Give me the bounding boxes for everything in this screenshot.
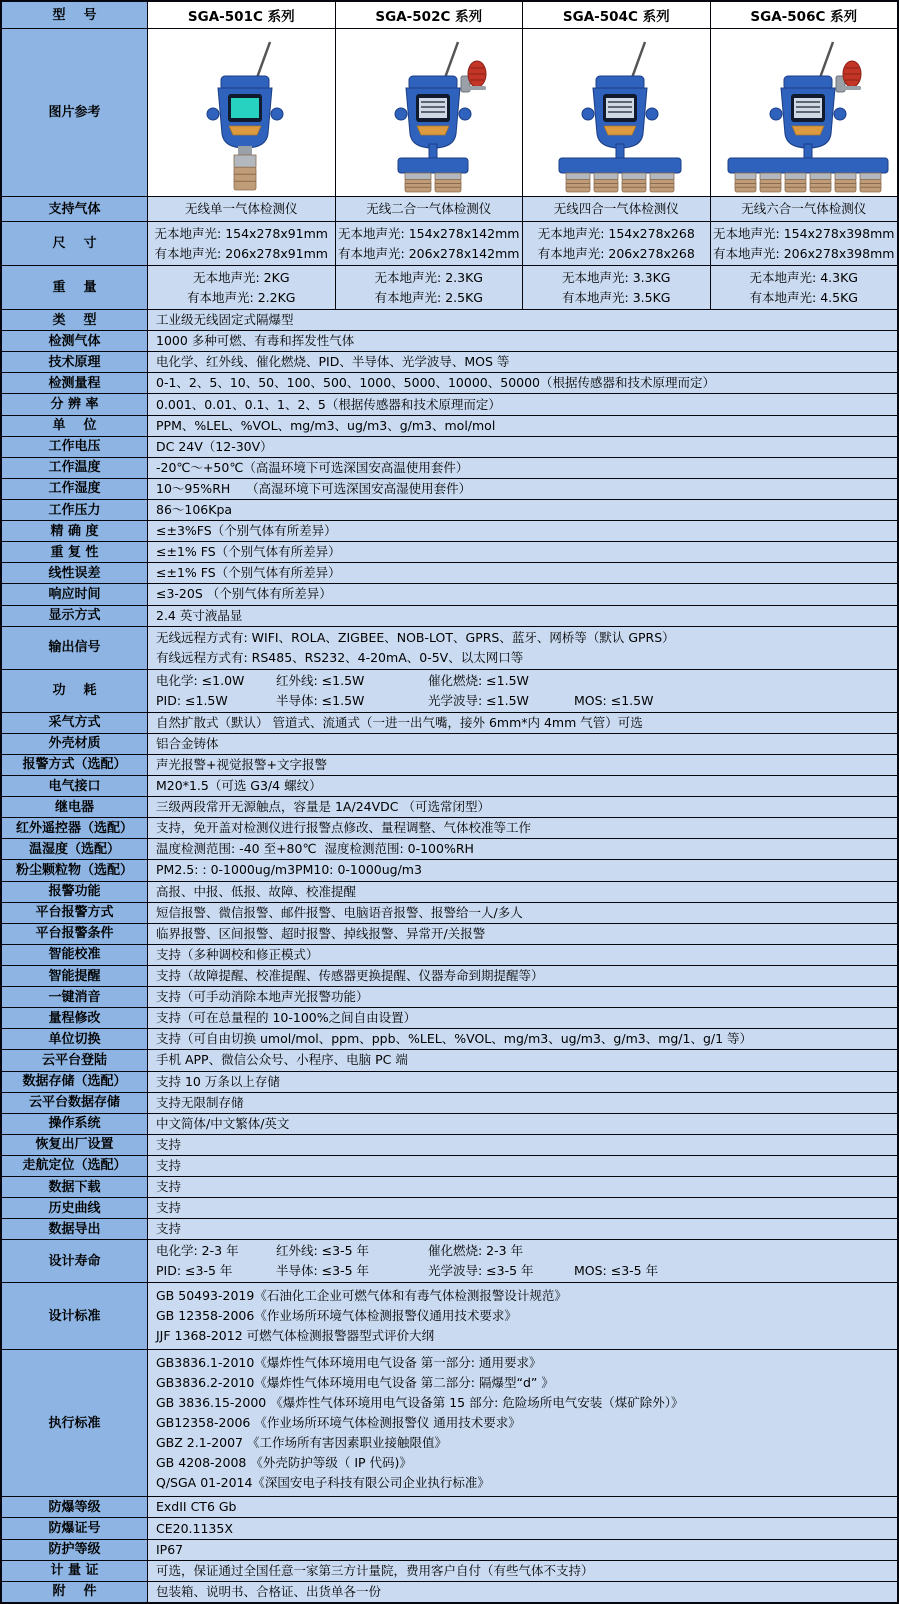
row-label: 继电器 [2, 797, 148, 817]
value-line [156, 1241, 889, 1261]
spec-row [2, 1197, 897, 1218]
value-line: 有本地声光: 206x278x268 [537, 245, 695, 261]
value-line: GB 50493-2019《石油化工企业可燃气体和有毒气体检测报警设计规范》 [156, 1288, 567, 1304]
row-label: 尺 寸 [2, 222, 148, 265]
value-line: 无本地声光: 154x278x91mm [154, 225, 328, 241]
row-label: 量程修改 [2, 1008, 148, 1028]
row-label: 一键消音 [2, 987, 148, 1007]
value-line: JJF 1368-2012 可燃气体检测报警器型式评价大纲 [156, 1328, 435, 1344]
row-value [148, 882, 897, 902]
row-value [148, 437, 897, 457]
row-values [148, 266, 897, 309]
row-values [148, 222, 897, 265]
product-image-cell [148, 29, 336, 196]
value-line: M20*1.5（可选 G3/4 螺纹） [156, 778, 322, 794]
row-label: 粉尘颗粒物（选配） [2, 860, 148, 880]
row-value [148, 945, 897, 965]
value-line: GB3836.2-2010《爆炸性气体环境用电气设备 第二部分: 隔爆型“d” 》 [156, 1375, 554, 1391]
value-line: 电化学、红外线、催化燃烧、PID、半导体、光学波导、MOS 等 [156, 354, 510, 370]
spec-row [2, 965, 897, 986]
value-line: 无线二合一气体检测仪 [366, 201, 492, 216]
value-line: 有本地声光: 2.2KG [187, 289, 296, 305]
value-line: GB 3836.15-2000 《爆炸性气体环境用电气设备第 15 部分: 危险场所电气安装（煤矿除外）》 [156, 1395, 684, 1411]
value-line: 无线单一气体检测仪 [184, 201, 298, 216]
value-line: 有本地声光: 206x278x398mm [713, 245, 895, 261]
row-value [148, 542, 897, 562]
spec-row [2, 1049, 897, 1070]
row-value [148, 1219, 897, 1239]
spec-row [2, 626, 897, 669]
spec-row [2, 499, 897, 520]
sga-506c-gas-detector-illustration [713, 34, 895, 194]
row-value [148, 818, 897, 838]
model-value-cell [336, 197, 524, 221]
value-line: GB 4208-2008 《外壳防护等级（ IP 代码)》 [156, 1455, 412, 1471]
spec-row [2, 1007, 897, 1028]
value-line: CE20.1135X [156, 1520, 233, 1536]
value-line: 临界报警、区间报警、超时报警、掉线报警、异常开/关报警 [156, 925, 486, 941]
row-label: 精 确 度 [2, 521, 148, 541]
value-segment: 电化学: 2-3 年 [156, 1243, 239, 1259]
value-line: 支持 [156, 1136, 182, 1152]
value-line: 支持 [156, 1179, 182, 1195]
spec-row [2, 733, 897, 754]
spec-row [2, 859, 897, 880]
spec-row [2, 1349, 897, 1496]
value-line: 支持 [156, 1221, 182, 1237]
value-line: 支持（故障提醒、校准提醒、传感器更换提醒、仪器寿命到期提醒等） [156, 968, 544, 984]
spec-row [2, 669, 897, 712]
value-segment: MOS: ≤1.5W [574, 692, 654, 708]
spec-row [2, 562, 897, 583]
value-segment: PID: ≤1.5W [156, 692, 228, 708]
value-segment: 红外线: ≤1.5W [276, 672, 365, 688]
spec-row [2, 1496, 897, 1517]
spec-row [2, 1113, 897, 1134]
value-line: 声光报警+视觉报警+文字报警 [156, 756, 327, 772]
model-value-cell [523, 266, 711, 309]
row-label: 外壳材质 [2, 734, 148, 754]
value-line: 无本地声光: 3.3KG [562, 269, 671, 285]
row-label: 设计寿命 [2, 1240, 148, 1282]
row-value [148, 500, 897, 520]
spec-row [2, 712, 897, 733]
header-row [2, 2, 897, 28]
value-line: PPM、%LEL、%VOL、mg/m3、ug/m3、g/m3、mol/mol [156, 417, 496, 433]
row-label: 云平台数据存储 [2, 1093, 148, 1113]
row-label: 附 件 [2, 1582, 148, 1602]
value-line: GB12358-2006 《作业场所环境气体检测报警仪 通用技术要求》 [156, 1415, 521, 1431]
value-line: IP67 [156, 1541, 184, 1557]
row-value [148, 1497, 897, 1517]
value-line: 无本地声光: 2.3KG [374, 269, 483, 285]
row-value [148, 1156, 897, 1176]
row-label: 温湿度（选配） [2, 839, 148, 859]
row-label: 执行标准 [2, 1350, 148, 1496]
spec-row [2, 372, 897, 393]
row-label: 工作压力 [2, 500, 148, 520]
row-value [148, 521, 897, 541]
row-label: 检测量程 [2, 373, 148, 393]
value-line: GB3836.1-2010《爆炸性气体环境用电气设备 第一部分: 通用要求》 [156, 1355, 542, 1371]
spec-row [2, 986, 897, 1007]
value-line: 自然扩散式（默认） 管道式、流通式（一进一出气嘴，接外 6mm*内 4mm 气管）可选 [156, 714, 643, 730]
row-label: 重 复 性 [2, 542, 148, 562]
split-row [2, 221, 897, 265]
value-segment: 催化燃烧: 2-3 年 [428, 1243, 524, 1259]
row-value [148, 776, 897, 796]
product-image-cell [336, 29, 524, 196]
model-value-cell [336, 222, 524, 265]
model-name: SGA-501C 系列 [148, 2, 336, 28]
value-segment: 半导体: ≤3-5 年 [276, 1263, 370, 1279]
value-line: 10～95%RH （高湿环境下可选深国安高湿使用套件） [156, 480, 472, 496]
value-line: 有本地声光: 206x278x91mm [154, 245, 328, 261]
row-value [148, 627, 897, 669]
value-line: 有本地声光: 2.5KG [374, 289, 483, 305]
value-line: GB 12358-2006《作业场所环境气体检测报警仪通用技术要求》 [156, 1308, 517, 1324]
spec-row [2, 1071, 897, 1092]
model-value-cell [523, 197, 711, 221]
value-line: DC 24V（12-30V） [156, 438, 273, 454]
spec-row [2, 1560, 897, 1581]
spec-row [2, 1517, 897, 1538]
spec-row [2, 1176, 897, 1197]
value-line: -20℃～+50℃（高温环境下可选深国安高温使用套件） [156, 459, 469, 475]
row-label: 云平台登陆 [2, 1050, 148, 1070]
row-value [148, 1093, 897, 1113]
spec-row [2, 1155, 897, 1176]
spec-row [2, 520, 897, 541]
row-value [148, 563, 897, 583]
row-value [148, 1198, 897, 1218]
spec-row [2, 309, 897, 330]
value-line: 支持 [156, 1200, 182, 1216]
sga-501c-gas-detector-illustration [150, 34, 332, 194]
row-label: 报警方式（选配） [2, 755, 148, 775]
row-label: 类 型 [2, 310, 148, 330]
value-segment: PM2.5: : 0-1000ug/m3 [156, 862, 296, 878]
row-label: 功 耗 [2, 670, 148, 712]
row-value [148, 734, 897, 754]
row-label: 智能校准 [2, 945, 148, 965]
model-name: SGA-504C 系列 [523, 2, 711, 28]
spec-row [2, 436, 897, 457]
value-line: 无本地声光: 154x278x142mm [338, 225, 520, 241]
row-label: 红外遥控器（选配） [2, 818, 148, 838]
model-value-cell [148, 266, 336, 309]
value-line: 有线远程方式有: RS485、RS232、4-20mA、0-5V、以太网口等 [156, 649, 524, 665]
split-row [2, 196, 897, 221]
spec-row [2, 583, 897, 604]
value-line: ExdII CT6 Gb [156, 1499, 237, 1515]
split-row [2, 265, 897, 309]
row-label: 计 量 证 [2, 1561, 148, 1581]
row-value [148, 458, 897, 478]
row-label: 电气接口 [2, 776, 148, 796]
value-line: 支持，免开盖对检测仪进行报警点修改、量程调整、气体校准等工作 [156, 820, 532, 836]
row-label: 防爆证号 [2, 1518, 148, 1538]
spec-row [2, 838, 897, 859]
spec-row [2, 1239, 897, 1282]
spec-row [2, 605, 897, 626]
value-line: 无本地声光: 154x278x398mm [713, 225, 895, 241]
model-value-cell [148, 197, 336, 221]
row-label: 数据导出 [2, 1219, 148, 1239]
value-segment: 光学波导: ≤1.5W [428, 692, 529, 708]
value-segment: PID: ≤3-5 年 [156, 1263, 233, 1279]
spec-row [2, 923, 897, 944]
value-line: 无本地声光: 154x278x268 [537, 225, 695, 241]
row-value [148, 1177, 897, 1197]
row-value [148, 606, 897, 626]
value-line: GBZ 2.1-2007 《工作场所有害因素职业接触限值》 [156, 1435, 447, 1451]
row-value [148, 903, 897, 923]
row-label: 单 位 [2, 416, 148, 436]
value-line: 支持（可手动消除本地声光报警功能） [156, 989, 369, 1005]
row-label: 工作温度 [2, 458, 148, 478]
row-label: 操作系统 [2, 1114, 148, 1134]
value-line: 无本地声光: 2KG [192, 269, 290, 285]
value-line: 有本地声光: 4.5KG [749, 289, 858, 305]
row-value [148, 797, 897, 817]
value-line [156, 671, 889, 691]
row-value [148, 987, 897, 1007]
value-line: 0-1、2、5、10、50、100、500、1000、5000、10000、50000（根据传感器和技术原理而定） [156, 375, 716, 391]
image-row-label: 图片参考 [2, 29, 148, 196]
row-label: 响应时间 [2, 584, 148, 604]
model-value-cell [148, 222, 336, 265]
row-value [148, 1561, 897, 1581]
row-value [148, 416, 897, 436]
row-value [148, 352, 897, 372]
row-label: 显示方式 [2, 606, 148, 626]
model-value-cell [523, 222, 711, 265]
spec-row [2, 478, 897, 499]
row-value [148, 1350, 897, 1496]
spec-row [2, 1218, 897, 1239]
row-label: 支持气体 [2, 197, 148, 221]
row-value [148, 479, 897, 499]
row-value [148, 310, 897, 330]
spec-row [2, 457, 897, 478]
value-line: ≤±1% FS（个别气体有所差异） [156, 565, 341, 581]
row-value [148, 1540, 897, 1560]
row-label: 输出信号 [2, 627, 148, 669]
row-label: 恢复出厂设置 [2, 1135, 148, 1155]
spec-row [2, 775, 897, 796]
value-segment: 红外线: ≤3-5 年 [276, 1243, 370, 1259]
spec-row [2, 393, 897, 414]
row-label: 重 量 [2, 266, 148, 309]
row-value [148, 584, 897, 604]
value-line: 无线四合一气体检测仪 [553, 201, 679, 216]
spec-row [2, 902, 897, 923]
row-label: 工作湿度 [2, 479, 148, 499]
row-label: 工作电压 [2, 437, 148, 457]
spec-row [2, 944, 897, 965]
row-value [148, 1135, 897, 1155]
value-segment: PM10: 0-1000ug/m3 [295, 862, 422, 878]
row-value [148, 839, 897, 859]
row-label: 数据存储（选配） [2, 1072, 148, 1092]
row-value [148, 1008, 897, 1028]
value-line: 无本地声光: 4.3KG [749, 269, 858, 285]
row-value [148, 966, 897, 986]
value-line: 温度检测范围: -40 至+80℃ 湿度检测范围: 0-100%RH [156, 841, 474, 857]
model-name: SGA-506C 系列 [711, 2, 898, 28]
value-line: ≤3-20S （个别气体有所差异） [156, 586, 332, 602]
spec-row [2, 1581, 897, 1602]
row-label: 分 辨 率 [2, 394, 148, 414]
image-row [2, 28, 897, 196]
model-header-label: 型 号 [2, 2, 148, 28]
spec-row [2, 796, 897, 817]
sga-502c-gas-detector-illustration [338, 34, 520, 194]
value-segment: 光学波导: ≤3-5 年 [428, 1263, 534, 1279]
spec-row [2, 1539, 897, 1560]
value-line: Q/SGA 01-2014《深国安电子科技有限公司企业执行标准》 [156, 1475, 490, 1491]
value-line: 铝合金铸体 [156, 735, 219, 751]
value-line [156, 860, 889, 880]
row-value [148, 1050, 897, 1070]
spec-row [2, 1134, 897, 1155]
value-segment: 半导体: ≤1.5W [276, 692, 365, 708]
row-value [148, 1072, 897, 1092]
value-segment: MOS: ≤3-5 年 [574, 1263, 659, 1279]
value-line: 支持无限制存储 [156, 1094, 244, 1110]
row-label: 平台报警方式 [2, 903, 148, 923]
product-image-cell [523, 29, 711, 196]
sga-504c-gas-detector-illustration [525, 34, 707, 194]
value-line: 无线远程方式有: WIFI、ROLA、ZIGBEE、NOB-LOT、GPRS、蓝牙、网桥等（默认 GPRS） [156, 629, 675, 645]
row-label: 单位切换 [2, 1029, 148, 1049]
value-line: 2.4 英寸液晶显 [156, 607, 243, 623]
model-value-cell [336, 266, 524, 309]
value-line: 支持（多种调校和修正模式） [156, 946, 319, 962]
row-label: 采气方式 [2, 713, 148, 733]
row-value [148, 1114, 897, 1134]
value-segment: 电化学: ≤1.0W [156, 672, 245, 688]
product-image-cell [711, 29, 898, 196]
row-value [148, 713, 897, 733]
row-label: 防护等级 [2, 1540, 148, 1560]
row-value [148, 1582, 897, 1602]
value-line: ≤±1% FS（个别气体有所差异） [156, 544, 341, 560]
model-name: SGA-502C 系列 [336, 2, 524, 28]
model-value-cell [711, 266, 898, 309]
row-label: 平台报警条件 [2, 924, 148, 944]
row-values [148, 197, 897, 221]
value-line: 支持 [156, 1158, 182, 1173]
value-line: 支持（可自由切换 umol/mol、ppm、ppb、%LEL、%VOL、mg/m3、ug/m3、g/m3、mg/1、g/1 等） [156, 1031, 753, 1047]
value-line: 中文简体/中文繁体/英文 [156, 1115, 290, 1131]
spec-row [2, 1282, 897, 1349]
row-label: 历史曲线 [2, 1198, 148, 1218]
model-value-cell [711, 222, 898, 265]
row-value [148, 1283, 897, 1349]
model-value-cell [711, 197, 898, 221]
row-value [148, 1029, 897, 1049]
value-line: 支持 10 万条以上存储 [156, 1073, 280, 1089]
row-label: 防爆等级 [2, 1497, 148, 1517]
spec-row [2, 351, 897, 372]
spec-row [2, 817, 897, 838]
row-label: 报警功能 [2, 882, 148, 902]
value-line: 无线六合一气体检测仪 [741, 201, 867, 216]
row-value [148, 924, 897, 944]
row-label: 检测气体 [2, 331, 148, 351]
value-line: 支持（可在总量程的 10-100%之间自由设置） [156, 1010, 417, 1026]
value-line [156, 691, 889, 711]
value-line: 可选，保证通过全国任意一家第三方计量院，费用客户自付（有些气体不支持） [156, 1562, 594, 1578]
value-line: 手机 APP、微信公众号、小程序、电脑 PC 端 [156, 1052, 408, 1068]
value-line: 1000 多种可燃、有毒和挥发性气体 [156, 333, 355, 349]
spec-row [2, 541, 897, 562]
spec-row [2, 1092, 897, 1113]
value-line: 包装箱、说明书、合格证、出货单各一份 [156, 1583, 382, 1599]
row-value [148, 331, 897, 351]
value-line: 工业级无线固定式隔爆型 [156, 312, 294, 328]
row-label: 智能提醒 [2, 966, 148, 986]
value-line [156, 1261, 889, 1281]
spec-row [2, 754, 897, 775]
value-line: 86～106Kpa [156, 502, 233, 518]
value-line: 高报、中报、低报、故障、校准提醒 [156, 883, 357, 899]
value-line: 有本地声光: 206x278x142mm [338, 245, 520, 261]
row-value [148, 394, 897, 414]
value-line: 三级两段常开无源触点，容量是 1A/24VDC （可选常闭型） [156, 799, 490, 815]
value-segment: 催化燃烧: ≤1.5W [428, 672, 529, 688]
row-label: 线性误差 [2, 563, 148, 583]
spec-row [2, 415, 897, 436]
value-line: 有本地声光: 3.5KG [562, 289, 671, 305]
row-label: 设计标准 [2, 1283, 148, 1349]
row-label: 技术原理 [2, 352, 148, 372]
row-value [148, 1518, 897, 1538]
row-value [148, 373, 897, 393]
value-line: 0.001、0.01、0.1、1、2、5（根据传感器和技术原理而定） [156, 396, 501, 412]
row-value [148, 670, 897, 712]
row-value [148, 755, 897, 775]
row-label: 数据下载 [2, 1177, 148, 1197]
row-label: 走航定位（选配） [2, 1156, 148, 1176]
value-line: ≤±3%FS（个别气体有所差异） [156, 523, 337, 539]
row-value [148, 860, 897, 880]
spec-row [2, 330, 897, 351]
spec-row [2, 1028, 897, 1049]
value-line: 短信报警、微信报警、邮件报警、电脑语音报警、报警给一人/多人 [156, 904, 523, 920]
spec-row [2, 881, 897, 902]
row-value [148, 1240, 897, 1282]
